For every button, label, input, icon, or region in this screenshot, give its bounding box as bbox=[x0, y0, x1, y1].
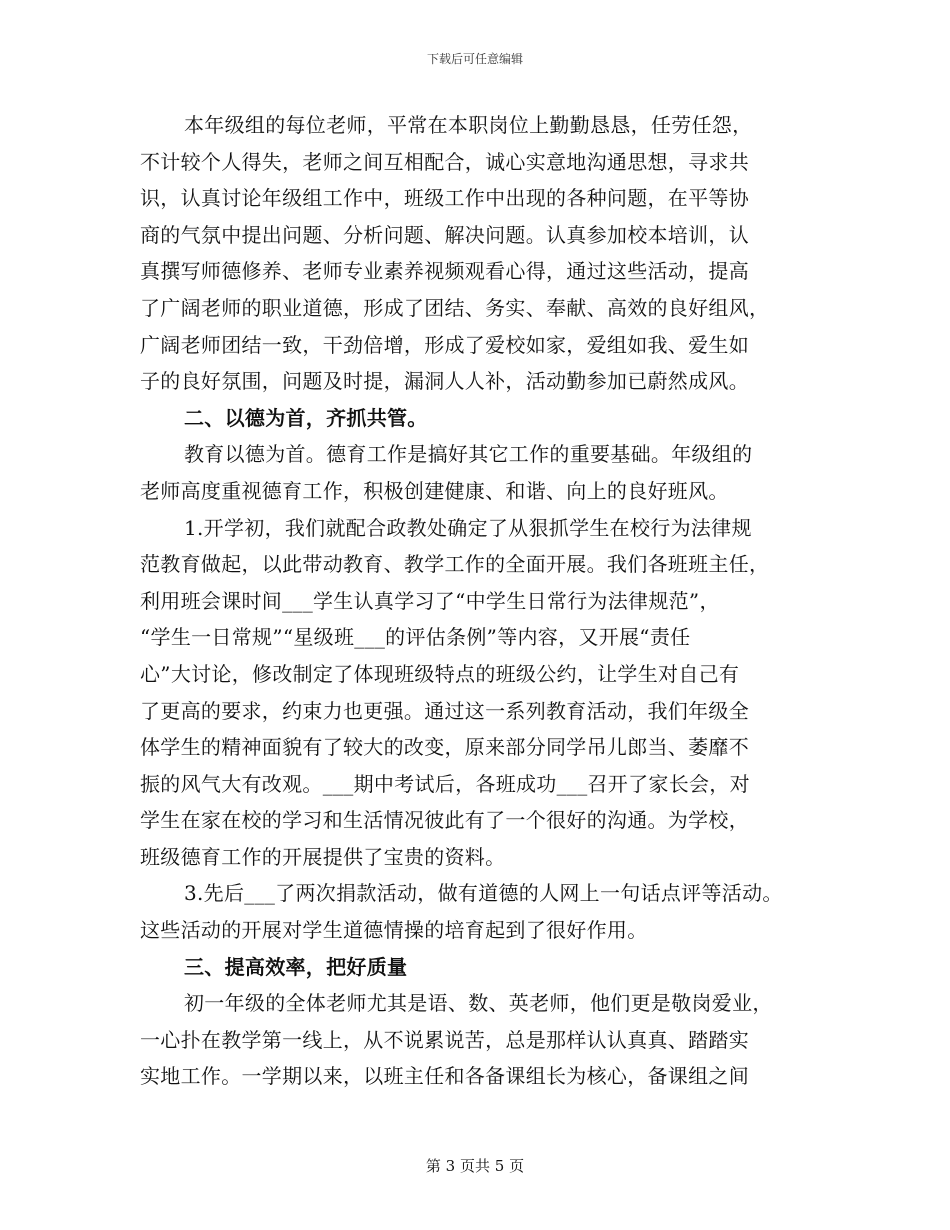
text-line: 心”大讨论，修改制定了体现班级特点的班级公约，让学生对自己有 bbox=[140, 661, 740, 686]
text-line: “学生一日常规”“星级班___的评估条例”等内容，又开展“责任 bbox=[140, 625, 691, 650]
text-line: 了广阔老师的职业道德，形成了团结、务实、奉献、高效的良好组风， bbox=[140, 295, 770, 320]
text-line: 实地工作。一学期以来，以班主任和各备课组长为核心，备课组之间 bbox=[140, 1064, 749, 1089]
text-line: 一心扑在教学第一线上，从不说累说苦，总是那样认认真真、踏踏实 bbox=[140, 1027, 749, 1052]
text-line: 本年级组的每位老师，平常在本职岗位上勤勤恳恳，任劳任怨， bbox=[184, 113, 753, 137]
text-line: 真撰写师德修养、老师专业素养视频观看心得，通过这些活动，提高 bbox=[140, 259, 749, 284]
section-heading: 二、以德为首，齐抓共管。 bbox=[184, 405, 428, 430]
text-line: 老师高度重视德育工作，积极创建健康、和谐、向上的良好班风。 bbox=[140, 478, 729, 503]
text-line: 广阔老师团结一致，干劲倍增，形成了爱校如家，爱组如我、爱生如 bbox=[140, 332, 749, 357]
page-footer: 第 3 页共 5 页 bbox=[425, 1157, 525, 1175]
text-line: 学生在家在校的学习和生活情况彼此有了一个很好的沟通。为学校， bbox=[140, 808, 749, 833]
text-line: 商的气氛中提出问题、分析问题、解决问题。认真参加校本培训，认 bbox=[140, 222, 749, 247]
text-line: 3.先后___了两次捐款活动，做有道德的人网上一句话点评等活动。 bbox=[184, 881, 783, 906]
text-line: 初一年级的全体老师尤其是语、数、英老师，他们更是敬岗爱业， bbox=[184, 991, 773, 1016]
text-line: 教育以德为首。德育工作是搞好其它工作的重要基础。年级组的 bbox=[184, 442, 753, 467]
text-line: 不计较个人得失，老师之间互相配合，诚心实意地沟通思想，寻求共 bbox=[140, 149, 749, 174]
document-body bbox=[140, 107, 830, 1095]
page-header: 下载后可任意编辑 bbox=[426, 52, 523, 66]
text-line: 范教育做起，以此带动教育、教学工作的全面开展。我们各班班主任， bbox=[140, 552, 770, 577]
text-line: 利用班会课时间___学生认真学习了“中学生日常行为法律规范”， bbox=[140, 588, 720, 613]
text-line: 这些活动的开展对学生道德情操的培育起到了很好作用。 bbox=[140, 918, 648, 943]
text-line: 体学生的精神面貌有了较大的改变，原来部分同学吊儿郎当、萎靡不 bbox=[140, 735, 749, 760]
text-line: 子的良好氛围，问题及时提，漏洞人人补，活动勤参加已蔚然成风。 bbox=[140, 369, 749, 394]
text-line: 振的风气大有改观。___期中考试后，各班成功___召开了家长会，对 bbox=[140, 771, 750, 796]
text-line: 1.开学初，我们就配合政教处确定了从狠抓学生在校行为法律规 bbox=[184, 515, 752, 540]
text-line: 识，认真讨论年级组工作中，班级工作中出现的各种问题，在平等协 bbox=[140, 186, 749, 211]
text-line: 班级德育工作的开展提供了宝贵的资料。 bbox=[140, 844, 506, 869]
section-heading: 三、提高效率，把好质量 bbox=[184, 954, 408, 979]
text-line: 了更高的要求，约束力也更强。通过这一系列教育活动，我们年级全 bbox=[140, 698, 749, 723]
